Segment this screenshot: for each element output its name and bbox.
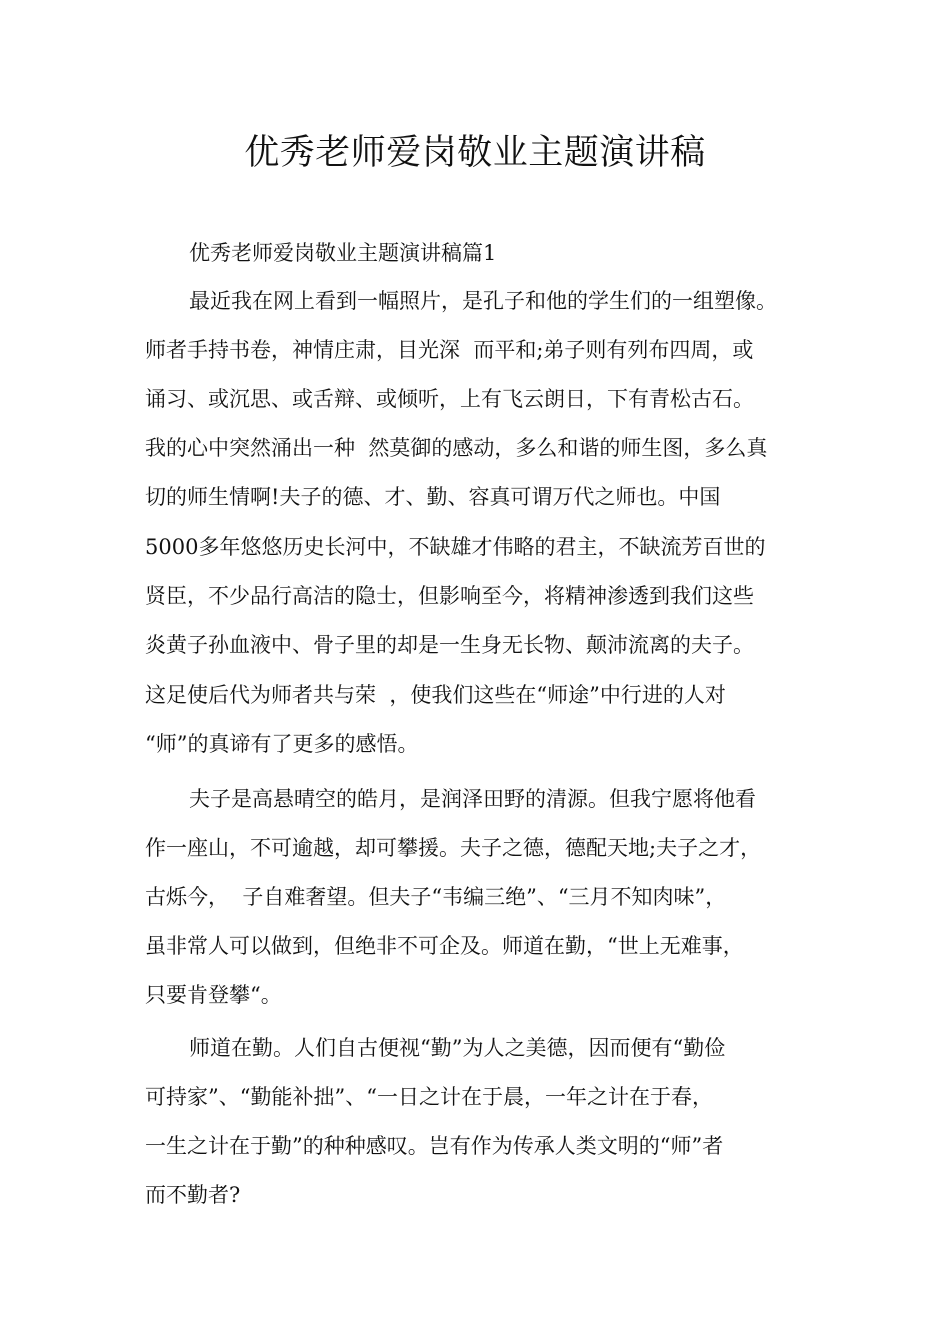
text-line: 一生之计在于勤”的种种感叹。岂有作为传承人类文明的“师”者 — [145, 1134, 724, 1158]
text-line: 师者手持书卷，神情庄肃，目光深 而平和;弟子则有列布四周，或 — [145, 338, 754, 362]
text-line: 炎黄子孙血液中、骨子里的却是一生身无长物、颠沛流离的夫子。 — [145, 633, 754, 657]
text-line: 只要肯登攀“。 — [145, 983, 282, 1007]
text-line: 5000多年悠悠历史长河中，不缺雄才伟略的君主，不缺流芳百世的 — [145, 535, 766, 559]
text-line: 而不勤者? — [145, 1183, 241, 1207]
text-line: 这足使后代为师者共与荣 ，使我们这些在“师途”中行进的人对 — [145, 683, 726, 707]
text-line: 古烁今， 子自难奢望。但夫子“韦编三绝”、“三月不知肉味”， — [145, 885, 727, 909]
text-line: 虽非常人可以做到，但绝非不可企及。师道在勤，“世上无难事， — [145, 934, 744, 958]
section-heading: 优秀老师爱岗敬业主题演讲稿篇1 — [189, 241, 497, 265]
text-line: 诵习、或沉思、或舌辩、或倾听，上有飞云朗日，下有青松古石。 — [145, 387, 754, 411]
document-title: 优秀老师爱岗敬业主题演讲稿 — [244, 133, 706, 173]
text-line: “师”的真谛有了更多的感悟。 — [145, 732, 419, 756]
text-line: 作一座山，不可逾越，却可攀援。夫子之德，德配天地;夫子之才， — [145, 836, 762, 860]
text-line: 贤臣，不少品行高洁的隐士，但影响至今，将精神渗透到我们这些 — [145, 584, 754, 608]
text-line: 可持家”、“勤能补拙”、“一日之计在于晨，一年之计在于春， — [145, 1085, 713, 1109]
text-line: 夫子是高悬晴空的皓月，是润泽田野的清源。但我宁愿将他看 — [189, 787, 756, 811]
text-line: 师道在勤。人们自古便视“勤”为人之美德，因而便有“勤俭 — [189, 1036, 726, 1060]
text-line: 最近我在网上看到一幅照片，是孔子和他的学生们的一组塑像。 — [189, 289, 777, 313]
text-line: 我的心中突然涌出一种 然莫御的感动，多么和谐的师生图，多么真 — [145, 436, 768, 460]
text-line: 切的师生情啊!夫子的德、才、勤、容真可谓万代之师也。中国 — [145, 485, 721, 509]
